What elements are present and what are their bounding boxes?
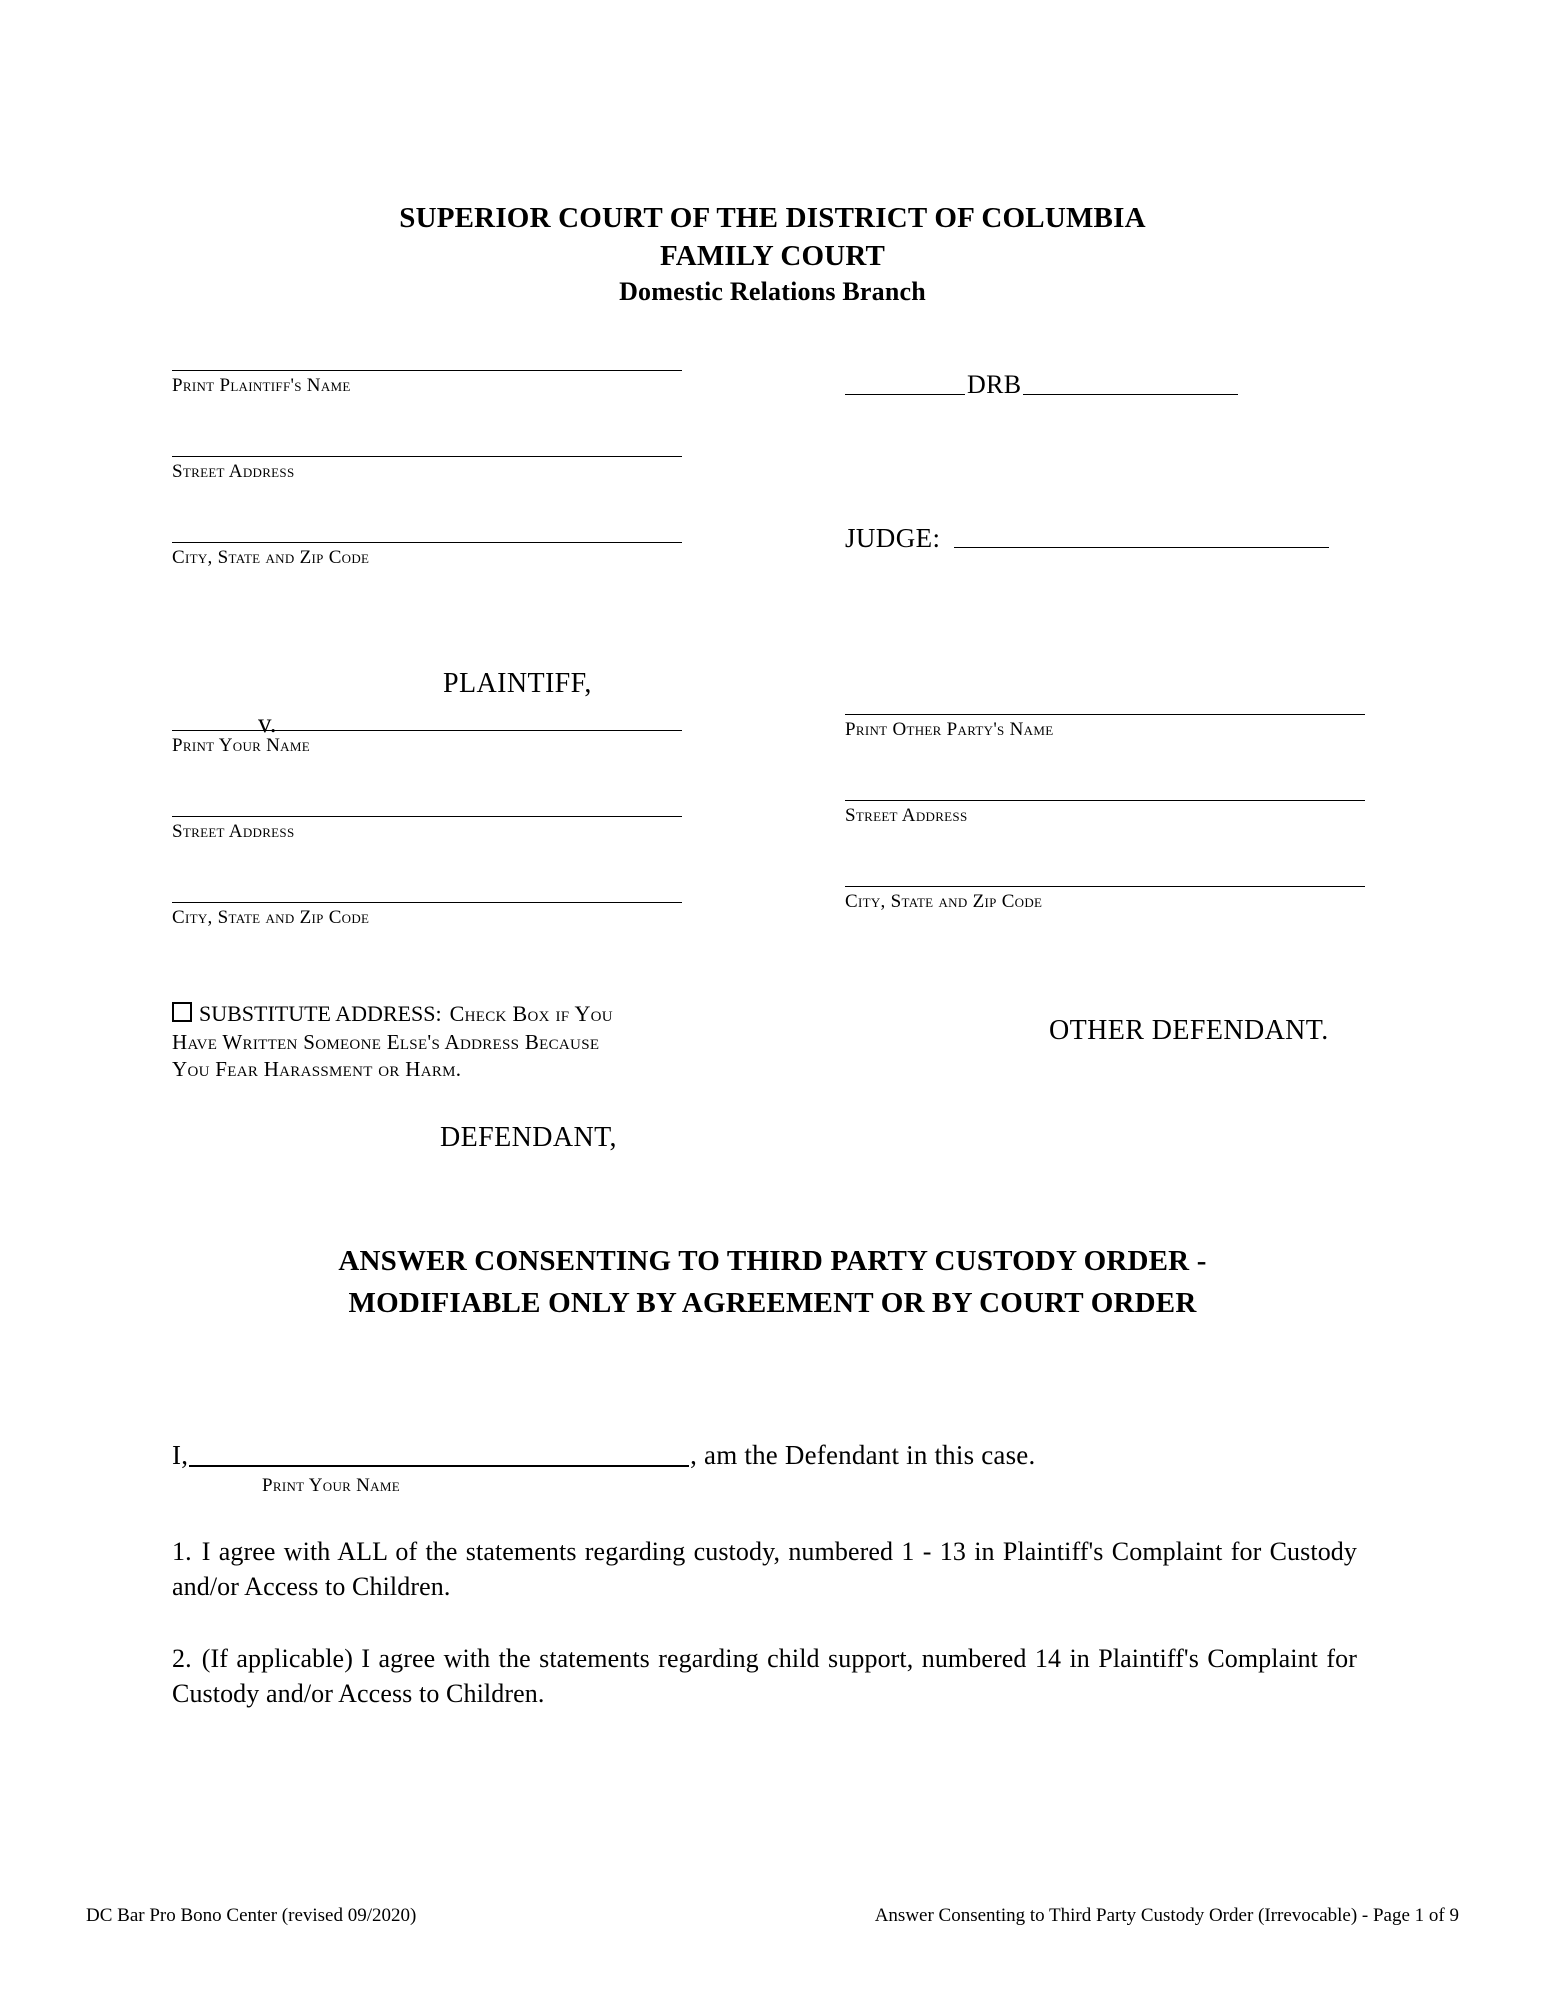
footer-right: Answer Consenting to Third Party Custody Order (Irrevocable) - Page 1 of 9 [874,1905,1459,1926]
document-title [160,1240,1385,1324]
spacer [845,400,1365,523]
plaintiff-street-label: Street Address [172,460,295,482]
defendant-street-label: Street Address [172,821,295,842]
other-party-city-rule [845,886,1365,887]
substitute-address-block [172,1000,692,1083]
court-division: FAMILY COURT [659,239,886,272]
defendant-street-rule [172,816,682,817]
plaintiff-name-rule [172,370,682,371]
case-number-prefix-rule[interactable] [845,379,965,395]
other-party-street-field[interactable] [845,800,1365,828]
declarant-name-rule[interactable] [189,1449,689,1467]
substitute-address-heading: SUBSTITUTE ADDRESS [199,1001,436,1026]
defendant-city-field[interactable] [172,902,682,930]
plaintiff-city-field[interactable] [172,542,682,570]
paragraph-2 [172,1642,1357,1711]
declarant-prefix: I, [172,1440,189,1470]
other-party-street-rule [845,800,1365,801]
document-title-line2: MODIFIABLE ONLY BY AGREEMENT OR BY COURT ORDER [348,1287,1197,1320]
plaintiff-city-label: City, State and Zip Code [172,546,370,568]
paragraph-1-number: 1. [172,1537,192,1566]
paragraph-2-number: 2. [172,1644,192,1674]
substitute-address-line1 [172,1000,692,1029]
other-party-city-field[interactable] [845,886,1365,914]
defendant-city-rule [172,902,682,903]
drb-label: DRB [967,370,1022,399]
document-body [172,1440,1357,1711]
other-defendant-role-label: OTHER DEFENDANT. [1049,1015,1329,1046]
spacer [845,828,1365,886]
defendant-city-label: City, State and Zip Code [172,906,370,928]
plaintiff-street-rule [172,456,682,457]
court-name: SUPERIOR COURT OF THE DISTRICT OF COLUMBIA [399,202,1146,234]
document-title-line1: ANSWER CONSENTING TO THIRD PARTY CUSTODY ORDER - [338,1245,1207,1277]
paragraph-2-text: (If applicable) I agree with the statements regarding child support, numbered 14 in Plaintiff's Complaint for Custody and/or Access to Children. [172,1644,1357,1708]
spacer [845,742,1365,800]
paragraph-1-text: I agree with ALL of the statements regarding custody, numbered 1 - 13 in Plaintiff's Complaint for Custody and/or Access to Children. [172,1537,1357,1601]
substitute-address-colon: : [435,1001,442,1026]
other-party-city-label: City, State and Zip Code [845,890,1043,912]
footer-left: DC Bar Pro Bono Center (revised 09/2020) [86,1905,417,1926]
case-number-suffix-rule[interactable] [1023,379,1238,395]
plaintiff-city-rule [172,542,682,543]
court-branch: Domestic Relations Branch [619,277,926,307]
versus-label: v. [258,708,277,738]
other-party-name-field[interactable] [845,714,1365,742]
judge-label: JUDGE: [845,523,941,553]
plaintiff-name-label: Print Plaintiff's Name [172,375,351,396]
substitute-address-line1-rest: Check Box if You [449,1001,613,1026]
page-footer [86,1905,1459,1927]
defendant-role-label: DEFENDANT, [440,1122,617,1153]
spacer [172,484,682,542]
plaintiff-name-field[interactable] [172,370,682,398]
other-party-street-label: Street Address [845,804,968,826]
substitute-address-line3: You Fear Harassment or Harm. [172,1056,462,1081]
spacer [172,758,682,816]
defendant-name-field[interactable] [172,730,682,758]
other-party-name-rule [845,714,1365,715]
judge-field[interactable] [845,523,1365,554]
substitute-address-checkbox[interactable] [172,1002,192,1022]
substitute-address-line2: Have Written Someone Else's Address Because [172,1029,600,1054]
other-party-name-label: Print Other Party's Name [845,719,1054,740]
caption-right-column [845,370,1365,913]
declarant-suffix: , am the Defendant in this case. [690,1440,1036,1470]
plaintiff-street-field[interactable] [172,456,682,484]
paragraph-1 [172,1535,1357,1604]
plaintiff-role-label: PLAINTIFF, [443,668,592,699]
defendant-name-label: Print Your Name [172,735,310,757]
caption-left-column [172,370,682,930]
judge-name-rule[interactable] [954,533,1329,548]
declarant-name-label: Print Your Name [262,1475,400,1496]
spacer [172,398,682,456]
case-number-field[interactable] [845,370,1365,400]
spacer [845,554,1365,714]
spacer [172,569,682,730]
declarant-name-line [172,1440,1357,1471]
defendant-name-rule [172,730,682,731]
court-header [0,200,1545,309]
defendant-street-field[interactable] [172,816,682,844]
spacer [172,844,682,902]
